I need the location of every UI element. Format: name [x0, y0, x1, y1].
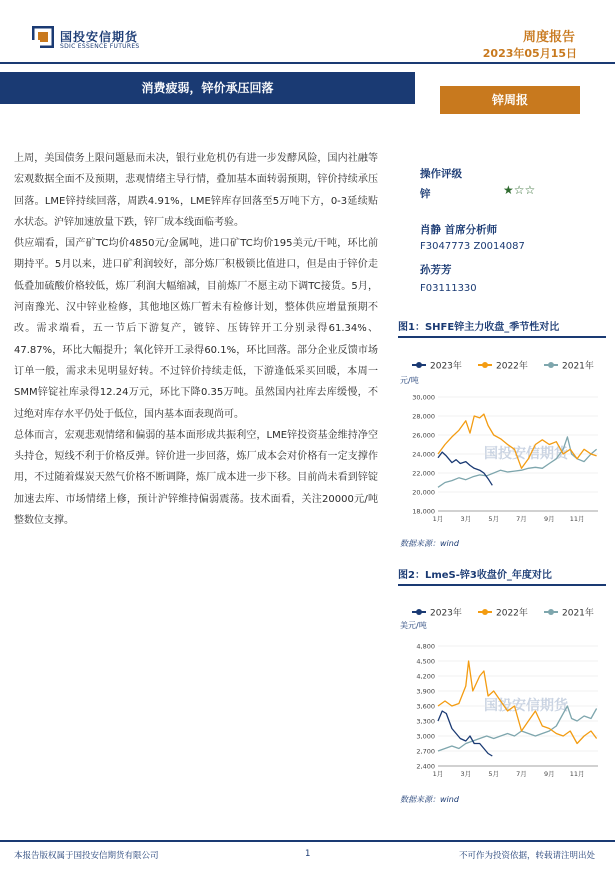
company-logo-icon [32, 26, 54, 48]
x-tick-label: 11月 [569, 515, 585, 523]
body-paragraph: 总体而言，宏观悲观情绪和偏弱的基本面形成共振利空，LME锌投资基金维持净空头持仓，短线不利于价格反弹。锌价进一步回落，炼厂成本会对价格有一定支撑作用，不过随着煤炭天然气价格不断调降，炼厂成本进一步下移。目前尚未看到锌锭加速去库、市场情绪上修，预计沪锌维持偏弱震荡。技术面看，关注20000元/吨整数位支撑。 [14, 429, 378, 527]
y-tick-label: 26,000 [412, 431, 435, 440]
y-tick-label: 2,400 [416, 762, 435, 771]
analyst-name: 孙芳芳 [420, 264, 452, 276]
company-name-en: SDIC ESSENCE FUTURES [60, 43, 140, 50]
y-tick-label: 4,500 [416, 657, 435, 666]
legend-label: 2022年 [496, 361, 528, 372]
footer-copyright: 本报告版权属于国投安信期货有限公司 [14, 851, 159, 861]
x-tick-label: 7月 [516, 515, 527, 523]
analyst-license: F3047773 Z0014087 [420, 241, 525, 252]
watermark: 国投安信期货 [484, 446, 568, 462]
legend-label: 2021年 [562, 608, 594, 619]
footer-divider [0, 840, 615, 842]
x-tick-label: 9月 [543, 770, 555, 778]
y-tick-label: 22,000 [412, 469, 435, 478]
legend-marker [482, 362, 488, 368]
analyst-name: 肖静 首席分析师 [420, 224, 498, 236]
x-tick-label: 5月 [488, 770, 499, 778]
legend-marker [548, 362, 554, 368]
report-type: 周度报告 [522, 30, 575, 45]
x-tick-label: 11月 [569, 770, 585, 778]
x-tick-label: 9月 [543, 515, 555, 523]
body-paragraph: 供应端看，国产矿TC均价4850元/金属吨，进口矿TC均价195美元/干吨，环比前期持平。5月以来，进口矿利润较好，部分炼厂积极锁比值进口，但是由于锌价走低叠加硫酸价格较低，炼厂利润大幅缩减，目前炼厂不愿主动下调TC接货。5月，河南豫光、汉中锌业检修，其他地区炼厂暂未有检修计划，整体供应增量预期不改。需求端看，五一节后下游复产，镀锌、压铸锌开工分别录得61.34%、47.87%，环比大幅提升；氧化锌开工录得60.1%，环比回落。部分企业反馈市场订单一般，需求未见明显好转。不过锌价持续走低，下游逢低采买回暖，本周一SMM锌锭社库录得12.24万元，环比下降0.35万吨。虽然国内社库去库缓慢，不过绝对库存水平仍处于低位，国内基本面表现尚可。 [14, 238, 378, 420]
rating-stars-icon: ★☆☆ [503, 183, 536, 197]
x-tick-label: 1月 [432, 515, 444, 523]
chart-lme-zinc [398, 594, 606, 784]
y-tick-label: 4,200 [416, 672, 435, 681]
figure-title: 图1：SHFE锌主力收盘_季节性对比 [398, 322, 560, 333]
y-tick-label: 28,000 [412, 412, 435, 421]
legend-label: 2021年 [562, 361, 594, 372]
y-tick-label: 18,000 [412, 507, 435, 516]
figure-source: 数据来源：wind [400, 795, 459, 804]
y-tick-label: 3,300 [416, 717, 435, 726]
y-tick-label: 3,000 [416, 732, 435, 741]
figure-source: 数据来源：wind [400, 539, 459, 548]
legend-marker [482, 609, 488, 615]
axis-unit-label: 元/吨 [400, 376, 419, 385]
analyst-license: F03111330 [420, 283, 477, 294]
headline-banner: 消费疲弱，锌价承压回落 [0, 72, 415, 104]
legend-label: 2023年 [430, 608, 462, 619]
x-tick-label: 3月 [460, 770, 472, 778]
body-paragraph: 上周，美国债务上限问题悬而未决，银行业危机仍有进一步发酵风险，国内社融等宏观数据全面不及预期，悲观情绪主导行情，叠加基本面转弱预期，锌价持续承压回落。LME锌持续回落，周跌4.91%，LME锌库存回落至5万吨下方，0-3延续贴水状态。沪锌加速放量下跌，锌厂成本线面临考验。 [14, 153, 378, 228]
legend-marker [416, 362, 422, 368]
rating-commodity: 锌 [420, 188, 431, 200]
y-tick-label: 20,000 [412, 488, 435, 497]
page-number: 1 [305, 849, 311, 859]
x-tick-label: 1月 [432, 770, 444, 778]
series-line [438, 437, 597, 487]
y-tick-label: 2,700 [416, 747, 435, 756]
chart-shfe-zinc [398, 345, 606, 530]
section-tab: 锌周报 [440, 86, 580, 114]
rating-title: 操作评级 [420, 168, 462, 180]
y-tick-label: 24,000 [412, 450, 435, 459]
y-tick-label: 3,600 [416, 702, 435, 711]
legend-marker [548, 609, 554, 615]
legend-label: 2023年 [430, 361, 462, 372]
report-body [14, 148, 378, 531]
report-date: 2023年05月15日 [482, 47, 577, 60]
figure-divider [398, 336, 606, 338]
legend-marker [416, 609, 422, 615]
figure-divider [398, 584, 606, 586]
legend-label: 2022年 [496, 608, 528, 619]
axis-unit-label: 美元/吨 [400, 621, 427, 630]
series-line [438, 711, 492, 756]
x-tick-label: 7月 [516, 770, 527, 778]
y-tick-label: 4,800 [416, 642, 435, 651]
x-tick-label: 5月 [488, 515, 499, 523]
y-tick-label: 3,900 [416, 687, 435, 696]
x-tick-label: 3月 [460, 515, 472, 523]
footer-disclaimer: 不可作为投资依据，转载请注明出处 [458, 851, 595, 861]
header-divider [0, 62, 615, 64]
company-name-cn: 国投安信期货 [60, 30, 139, 44]
watermark: 国投安信期货 [484, 698, 568, 714]
figure-title: 图2：LmeS-锌3收盘价_年度对比 [398, 570, 552, 581]
y-tick-label: 30,000 [412, 393, 435, 402]
